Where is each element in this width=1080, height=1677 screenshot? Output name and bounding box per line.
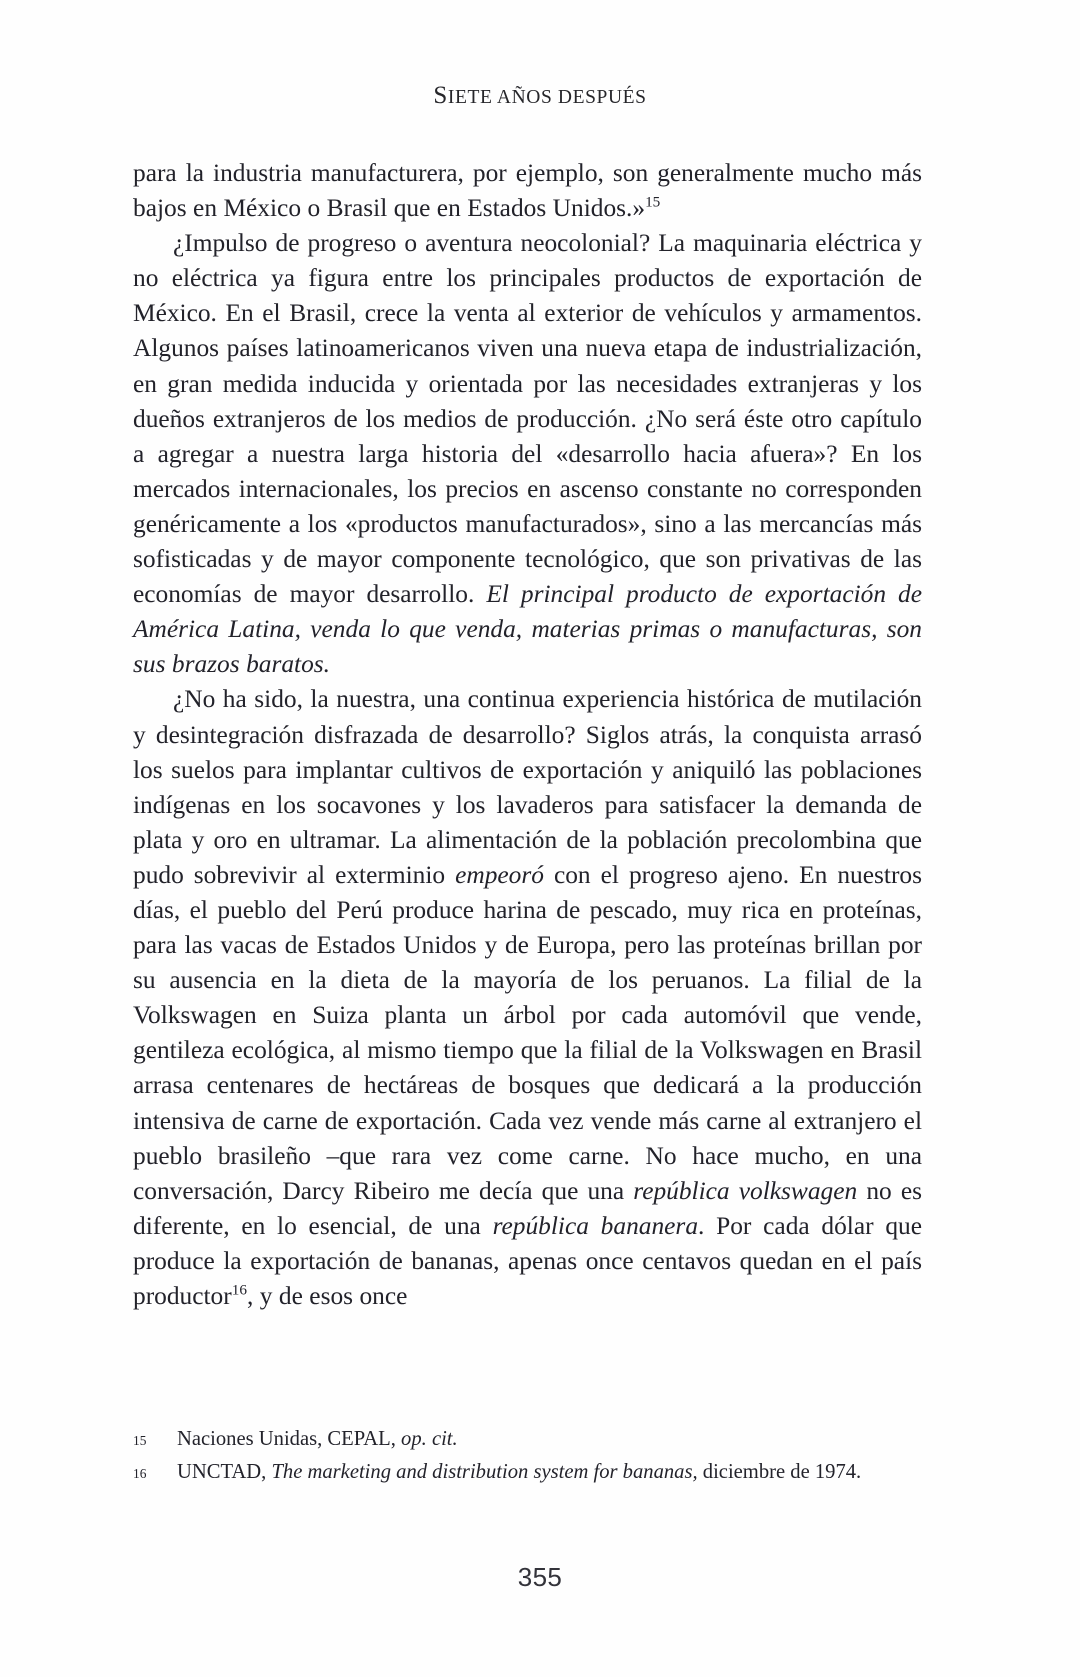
paragraph-3-italic-empeoro: empeoró (455, 860, 544, 889)
footnote-16-roman-a: UNCTAD, (177, 1460, 272, 1483)
paragraph-2-text-italic: El principal producto de exportación de América Latina, venda lo que venda, materias primas o manufacturas, son sus brazos baratos. (133, 580, 923, 679)
paragraph-3-text-roman-c: con el progreso ajeno. En nuestros días, el pueblo del Perú produce harina de pescado, muy rica en proteínas, para las vacas de Estados Unidos y de Europa, pero las proteínas brillan por su ausencia en la dieta de la mayoría de los peruanos. La filial de la Volkswagen en Suiza planta un árbol por cada automóvil que vende, gentileza ecológica, al mismo tiempo que la filial de la Volkswagen en Brasil arrasa centenares de hectáreas de bosques que dedicará a la producción intensiva de carne de exportación. Cada vez vende más carne al extranjero el pueblo brasileño –que rara vez come carne. No hace mucho, en una conversación, Darcy Ribeiro me decía que una (133, 860, 922, 1205)
running-head-initial: S (433, 82, 448, 109)
footnote-16-italic: The marketing and distribution system for bananas, (271, 1460, 698, 1483)
body-text-block (133, 156, 922, 1314)
paragraph-3-text-roman-g: . Por cada dólar que produce la exportación de bananas, apenas once centavos quedan en el país productor (133, 1211, 922, 1310)
footnote-block (133, 1424, 922, 1489)
running-head-rest: IETE AÑOS DESPUÉS (447, 87, 647, 108)
paragraph-1-text: para la industria manufacturera, por ejemplo, son generalmente mucho más bajos en México o Brasil que en Estados Unidos.» (133, 159, 922, 223)
paragraph-3-text-roman-a: ¿No ha sido, la nuestra, una continua experiencia histórica de mutilación y desintegración disfrazada de desarrollo? Siglos atrás, la conquista arrasó los suelos para implantar cultivos de exportación y aniquiló las poblaciones indígenas en los socavones y los lavaderos para satisfacer la demanda de plata y oro en ultramar. La alimentación de la población precolombina que pudo sobrevivir al exterminio (133, 685, 922, 889)
paragraph-3-italic-republica-bananera: república bananera (492, 1211, 699, 1240)
paragraph-2-text-roman: ¿Impulso de progreso o aventura neocolonial? La maquinaria eléctrica y no eléctrica ya figura entre los principales productos de exportación de México. En el Brasil, crece la venta al exterior de vehículos y armamentos. Algunos países latinoamericanos viven una nueva etapa de industrialización, en gran medida inducida y orientada por las necesidades extranjeras y los dueños extranjeros de los medios de producción. ¿No será éste otro capítulo a agregar a nuestra larga historia del «desarrollo hacia afuera»? En los mercados internacionales, los precios en ascenso constante no corresponden genéricamente a los «productos manufacturados», sino a las mercancías más sofisticadas y de mayor componente tecnológico, que son privativas de las economías de mayor desarrollo. (133, 229, 922, 609)
footnote-ref-15[interactable]: 15 (645, 193, 661, 211)
footnote-16-number: 16 (133, 1465, 147, 1481)
paragraph-3-italic-republica-volkswagen: república volkswagen (633, 1176, 858, 1205)
paragraph-3-text-roman-tail: , y de esos once (246, 1282, 408, 1310)
footnote-16-roman-c: diciembre de 1974. (697, 1460, 862, 1483)
page-number: 355 (517, 1562, 563, 1592)
footnote-15 (133, 1424, 922, 1457)
paragraph-2 (133, 226, 922, 682)
footnote-15-number: 15 (133, 1433, 147, 1448)
footnote-15-text (177, 1424, 922, 1455)
running-head (0, 82, 1080, 110)
footnote-16 (133, 1457, 922, 1490)
footnote-16-text (177, 1457, 922, 1488)
footnote-15-roman: Naciones Unidas, CEPAL, (177, 1428, 402, 1450)
paragraph-3-text-roman-e: no es diferente, en lo esencial, de una (133, 1176, 922, 1240)
paragraph-3 (133, 682, 922, 1314)
paragraph-1 (133, 156, 922, 226)
footnote-15-italic: op. cit. (401, 1428, 458, 1450)
footnote-ref-16[interactable]: 16 (231, 1281, 247, 1299)
